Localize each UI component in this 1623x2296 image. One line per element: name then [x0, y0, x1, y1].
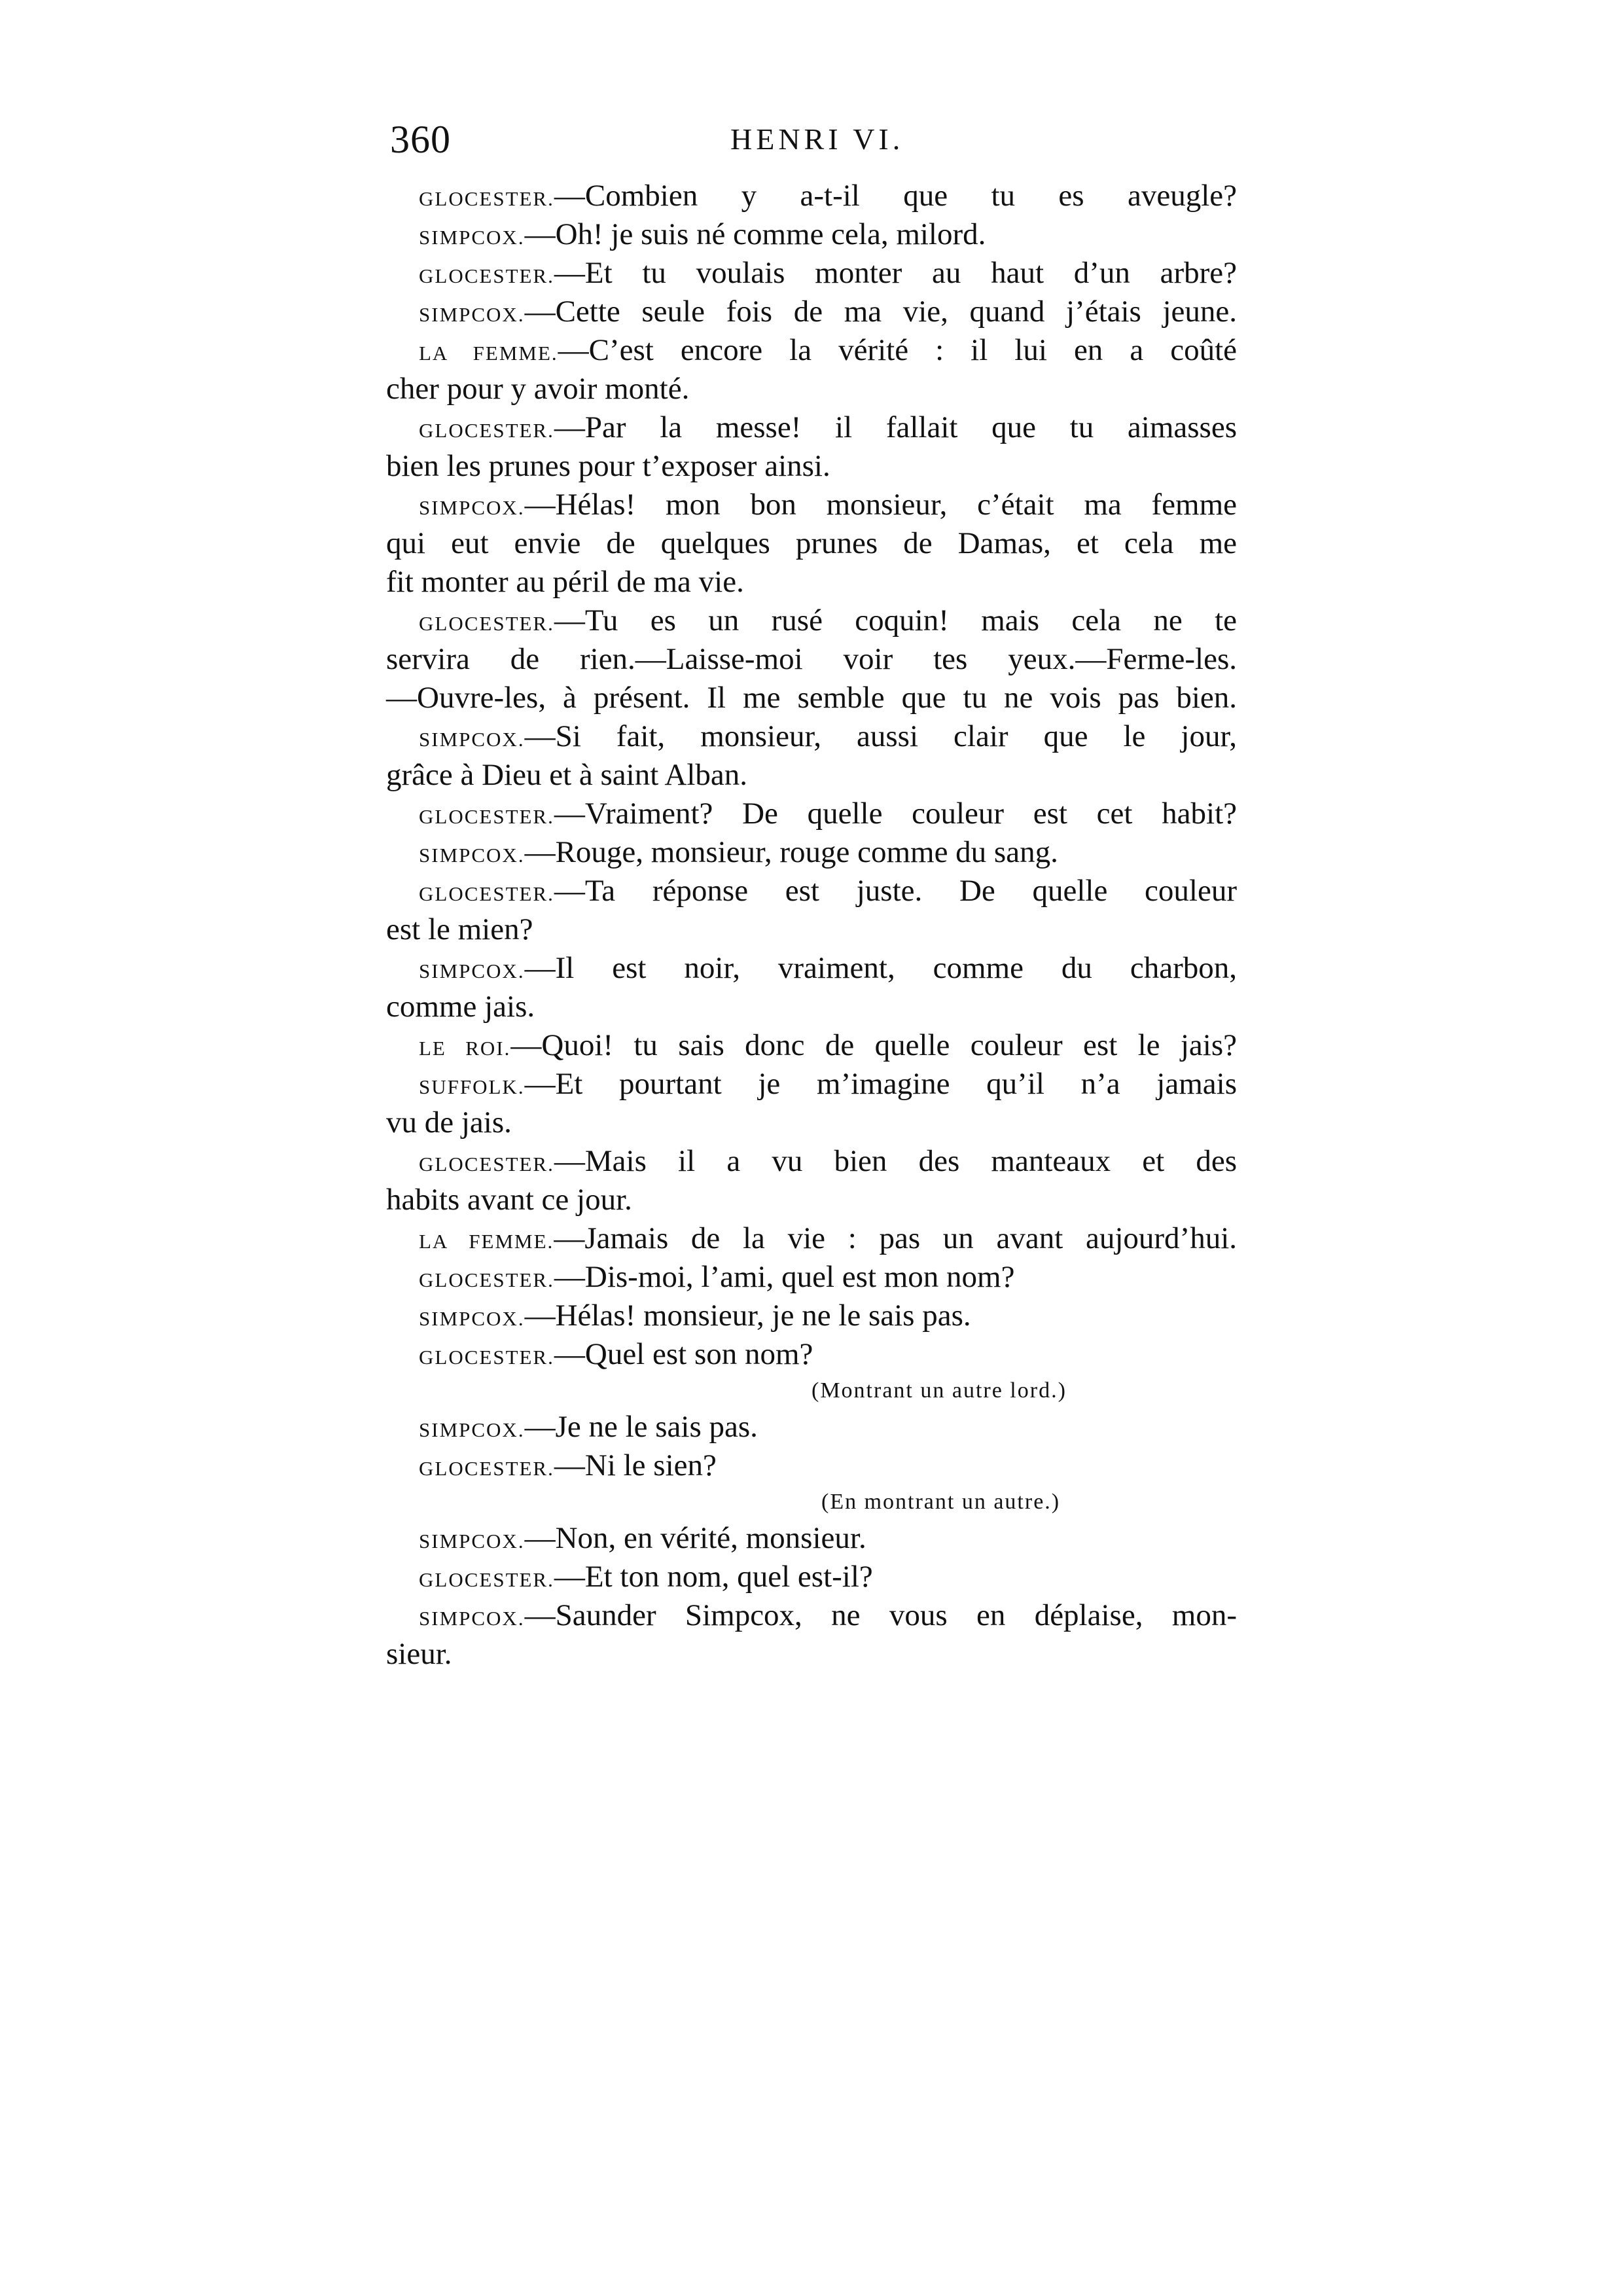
speaker-name: GLOCESTER.	[419, 1346, 554, 1369]
dialogue-line	[386, 1065, 1237, 1103]
dialogue-line	[386, 1181, 1237, 1219]
speech-text: comme jais.	[386, 990, 535, 1024]
speaker-name: LA FEMME.	[419, 342, 558, 365]
speaker-name: SIMPCOX.	[419, 496, 525, 519]
dialogue-line	[386, 1596, 1237, 1635]
speaker-name: SIMPCOX.	[419, 1418, 525, 1441]
stage-direction: (Montrant un autre lord.)	[812, 1378, 1067, 1403]
speech-text: —C’est encore la vérité : il lui en a coûté	[558, 333, 1237, 367]
dialogue-line	[386, 949, 1237, 988]
dialogue-line	[386, 524, 1237, 563]
speaker-name: SIMPCOX.	[419, 1307, 525, 1330]
dialogue-line	[386, 988, 1237, 1026]
speech-text: —Oh! je suis né comme cela, milord.	[524, 217, 986, 251]
dialogue-line	[386, 370, 1237, 408]
speech-text: —Hélas! mon bon monsieur, c’était ma femme	[524, 488, 1237, 522]
dialogue-line	[386, 910, 1237, 949]
speaker-name: SIMPCOX.	[419, 1530, 525, 1552]
dialogue-line	[386, 486, 1237, 524]
dialogue-line	[386, 177, 1237, 215]
speech-text: servira de rien.—Laisse-moi voir tes yeux.—Ferme-les.	[386, 642, 1237, 676]
dialogue-line	[386, 872, 1237, 910]
dialogue-line	[386, 1142, 1237, 1181]
speech-text: —Je ne le sais pas.	[524, 1410, 758, 1444]
dialogue-line	[386, 1335, 1237, 1374]
speaker-name: GLOCESTER.	[419, 612, 554, 635]
dialogue-line	[386, 795, 1237, 833]
speaker-name: SIMPCOX.	[419, 303, 525, 326]
dialogue-text	[386, 177, 1237, 1674]
stage-direction: (En montrant un autre.)	[821, 1490, 1061, 1514]
speech-text: —Hélas! monsieur, je ne le sais pas.	[524, 1299, 971, 1333]
dialogue-line	[386, 1408, 1237, 1446]
dialogue-line	[386, 1258, 1237, 1297]
speech-text: —Dis-moi, l’ami, quel est mon nom?	[554, 1260, 1015, 1294]
speech-text: —Quel est son nom?	[554, 1337, 813, 1371]
speaker-name: GLOCESTER.	[419, 264, 554, 287]
speech-text: —Tu es un rusé coquin! mais cela ne te	[554, 603, 1237, 637]
page-number: 360	[390, 118, 451, 161]
speaker-name: SIMPCOX.	[419, 1607, 525, 1630]
speech-text: —Si fait, monsieur, aussi clair que le jour,	[524, 719, 1237, 753]
dialogue-line	[386, 215, 1237, 254]
speaker-name: SIMPCOX.	[419, 844, 525, 867]
dialogue-line	[386, 640, 1237, 679]
speech-text: habits avant ce jour.	[386, 1183, 632, 1217]
dialogue-line	[386, 563, 1237, 601]
speech-text: bien les prunes pour t’exposer ainsi.	[386, 449, 830, 483]
dialogue-line	[386, 756, 1237, 795]
dialogue-line	[386, 1103, 1237, 1142]
dialogue-line	[386, 1446, 1237, 1485]
dialogue-line	[386, 1219, 1237, 1258]
speaker-name: SIMPCOX.	[419, 728, 525, 751]
speaker-name: LA FEMME.	[419, 1230, 554, 1253]
dialogue-line	[386, 679, 1237, 717]
speech-text: vu de jais.	[386, 1105, 512, 1139]
dialogue-line	[386, 1635, 1237, 1674]
speech-text: est le mien?	[386, 912, 533, 946]
dialogue-line	[386, 1026, 1237, 1065]
dialogue-line	[386, 1519, 1237, 1558]
speaker-name: GLOCESTER.	[419, 419, 554, 442]
speech-text: fit monter au péril de ma vie.	[386, 565, 744, 599]
dialogue-line	[386, 833, 1237, 872]
speaker-name: GLOCESTER.	[419, 1153, 554, 1175]
speech-text: —Quoi! tu sais donc de quelle couleur est le jais?	[510, 1028, 1237, 1062]
speech-text: —Et ton nom, quel est-il?	[554, 1560, 873, 1594]
speaker-name: GLOCESTER.	[419, 805, 554, 828]
speech-text: —Ta réponse est juste. De quelle couleur	[554, 874, 1237, 908]
speech-text: —Saunder Simpcox, ne vous en déplaise, mon-	[524, 1598, 1237, 1632]
speech-text: cher pour y avoir monté.	[386, 372, 690, 406]
dialogue-line	[386, 447, 1237, 486]
speech-text: —Vraiment? De quelle couleur est cet habit?	[554, 797, 1237, 831]
dialogue-line	[386, 1297, 1237, 1335]
speaker-name: GLOCESTER.	[419, 1568, 554, 1591]
speaker-name: GLOCESTER.	[419, 187, 554, 210]
speech-text: —Rouge, monsieur, rouge comme du sang.	[524, 835, 1058, 869]
speech-text: —Combien y a-t-il que tu es aveugle?	[554, 179, 1237, 213]
speaker-name: GLOCESTER.	[419, 882, 554, 905]
dialogue-line	[386, 1558, 1237, 1596]
speech-text: —Ouvre-les, à présent. Il me semble que tu ne vois pas bien.	[386, 681, 1237, 715]
speech-text: —Jamais de la vie : pas un avant aujourd’hui.	[554, 1221, 1238, 1255]
speech-text: —Cette seule fois de ma vie, quand j’étais jeune.	[524, 295, 1237, 329]
page-header	[390, 110, 1241, 169]
dialogue-line	[386, 331, 1237, 370]
speech-text: qui eut envie de quelques prunes de Damas, et cela me	[386, 526, 1237, 560]
speaker-name: GLOCESTER.	[419, 1457, 554, 1480]
speech-text: —Non, en vérité, monsieur.	[524, 1521, 866, 1555]
speech-text: grâce à Dieu et à saint Alban.	[386, 758, 748, 792]
speaker-name: SUFFOLK.	[419, 1075, 525, 1098]
dialogue-line	[386, 408, 1237, 447]
speaker-name: GLOCESTER.	[419, 1268, 554, 1291]
speech-text: —Mais il a vu bien des manteaux et des	[554, 1144, 1237, 1178]
dialogue-line	[386, 601, 1237, 640]
dialogue-line	[386, 293, 1237, 331]
speaker-name: SIMPCOX.	[419, 960, 525, 982]
speech-text: —Il est noir, vraiment, comme du charbon,	[524, 951, 1237, 985]
speaker-name: SIMPCOX.	[419, 226, 525, 249]
speech-text: sieur.	[386, 1637, 452, 1671]
dialogue-line	[386, 717, 1237, 756]
speech-text: —Et tu voulais monter au haut d’un arbre?	[554, 256, 1237, 290]
dialogue-line	[386, 254, 1237, 293]
speaker-name: LE ROI.	[419, 1037, 511, 1060]
speech-text: —Ni le sien?	[554, 1448, 717, 1482]
running-title: HENRI VI.	[730, 122, 904, 156]
speech-text: —Et pourtant je m’imagine qu’il n’a jamais	[524, 1067, 1237, 1101]
speech-text: —Par la messe! il fallait que tu aimasses	[554, 410, 1237, 444]
